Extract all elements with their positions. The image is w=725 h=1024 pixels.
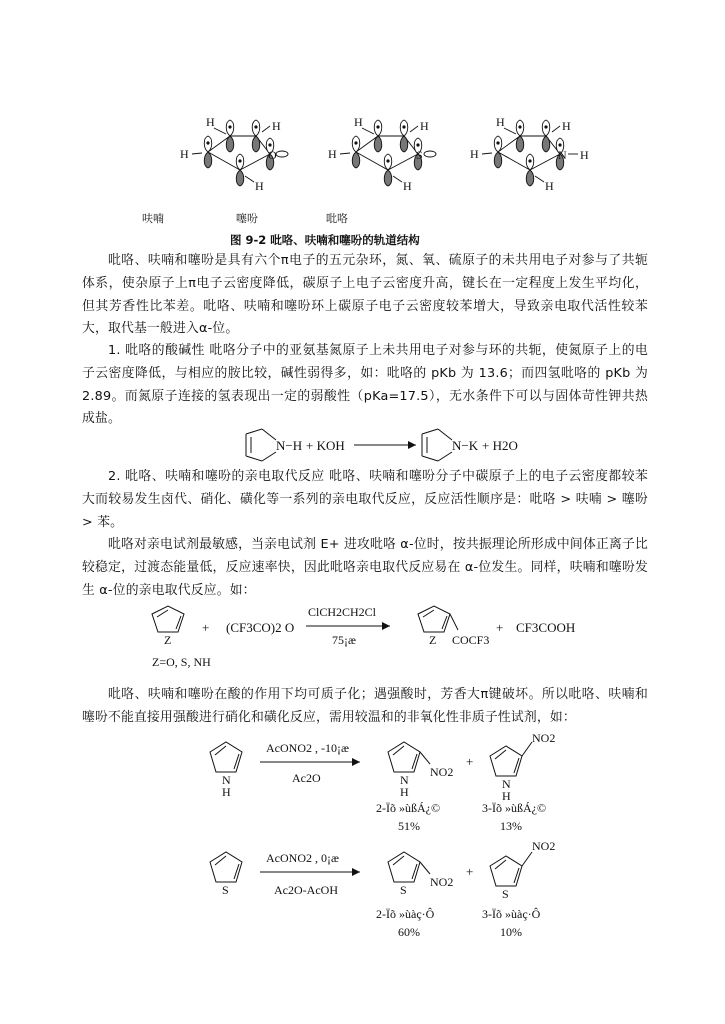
svg-text:(CF3CO)2 O: (CF3CO)2 O: [226, 620, 295, 635]
svg-text:ClCH2CH2Cl: ClCH2CH2Cl: [308, 605, 377, 619]
svg-text:S: S: [222, 883, 229, 897]
svg-text:H: H: [470, 147, 479, 161]
svg-text:H: H: [400, 785, 409, 799]
svg-text:NO2: NO2: [430, 875, 454, 889]
label-furan: 呋喃: [142, 212, 164, 225]
svg-text:60%: 60%: [398, 925, 420, 939]
svg-text:75¡æ: 75¡æ: [332, 633, 356, 647]
svg-text:H: H: [545, 179, 554, 193]
svg-text:+ KOH: + KOH: [306, 438, 345, 453]
svg-text:N−K: N−K: [452, 438, 479, 453]
svg-text:+: +: [202, 620, 210, 635]
svg-text:Z: Z: [164, 633, 172, 647]
furan-orbital-diagram: [180, 115, 288, 193]
svg-text:+ H2O: + H2O: [482, 438, 518, 453]
reaction-acylation: [140, 600, 600, 672]
svg-text:NO2: NO2: [532, 839, 556, 853]
svg-text:H: H: [255, 179, 264, 193]
orbital-structure-figure: [170, 108, 610, 198]
svg-text:3-Ïõ »ùßÁ¿©: 3-Ïõ »ùßÁ¿©: [482, 801, 547, 815]
svg-text:S: S: [400, 883, 407, 897]
svg-text:H: H: [180, 147, 189, 161]
svg-text:COCF3: COCF3: [452, 633, 490, 647]
thiophene-orbital-diagram: [328, 115, 436, 193]
svg-text:H: H: [354, 115, 363, 129]
paragraph-aromaticity: 吡咯、呋喃和噻吩是具有六个π电子的五元杂环，氮、氧、硫原子的未共用电子对参与了共轭体系，使杂原子上π电子云密度降低，碳原子上电子云密度升高，键长在一定程度上发生平均化，但其芳香性比苯差。吡咯、呋喃和噻吩环上碳原子电子云密度较苯增大，导致亲电取代活性较苯大，取代基一般进入α-位。: [82, 253, 648, 337]
paragraph-electrophilic-substitution: 2. 吡咯、呋喃和噻吩的亲电取代反应 吡咯、呋喃和噻吩分子中碳原子上的电子云密度都较苯大而较易发生卤代、硝化、磺化等一系列的亲电取代反应，反应活性顺序是：吡咯 > 呋喃 > 噻吩 > 苯。: [82, 469, 648, 530]
pyrrole-orbital-diagram: [470, 115, 589, 193]
svg-text:51%: 51%: [398, 819, 420, 833]
svg-text:H: H: [496, 115, 505, 129]
label-thiophene: 噻吩: [236, 212, 258, 225]
svg-text:N: N: [222, 773, 231, 787]
svg-text:Z=O, S, NH: Z=O, S, NH: [152, 655, 211, 669]
svg-text:H: H: [562, 119, 571, 133]
svg-text:H: H: [222, 785, 231, 799]
svg-text:CF3COOH: CF3COOH: [516, 620, 576, 635]
svg-text:NO2: NO2: [430, 765, 454, 779]
svg-text:2-Ïõ »ùàç·Ô: 2-Ïõ »ùàç·Ô: [376, 907, 435, 921]
svg-text:H: H: [272, 119, 281, 133]
paragraph-acidity-basicity: 1. 吡咯的酸碱性 吡咯分子中的亚氨基氮原子上未共用电子对参与环的共轭，使氮原子上的电子云密度降低，与相应的胺比较，碱性弱得多，如：吡咯的 pKb 为 13.6；而四氢吡咯的 pKb 为 2.89。而氮原子连接的氢表现出一定的弱酸性（pKa=17.5），无水条件下可以与固体苛性钾共热成盐。: [82, 343, 648, 427]
svg-text:H: H: [403, 179, 412, 193]
svg-text:10%: 10%: [500, 925, 522, 939]
svg-text:+: +: [496, 620, 504, 635]
svg-text:S: S: [416, 148, 423, 162]
svg-text:AcONO2 , 0¡æ: AcONO2 , 0¡æ: [266, 851, 339, 865]
svg-text:+: +: [466, 754, 474, 769]
svg-text:NO2: NO2: [532, 731, 556, 745]
svg-text:H: H: [206, 115, 215, 129]
svg-text:N: N: [400, 773, 409, 787]
svg-text:AcONO2 , -10¡æ: AcONO2 , -10¡æ: [266, 741, 349, 755]
svg-text:H: H: [420, 119, 429, 133]
figure-caption: 图 9-2 吡咯、呋喃和噻吩的轨道结构: [230, 233, 420, 247]
svg-text:N: N: [558, 148, 567, 162]
svg-text:H: H: [580, 148, 589, 162]
svg-text:13%: 13%: [500, 819, 522, 833]
svg-text:2-Ïõ »ùßÁ¿©: 2-Ïõ »ùßÁ¿©: [376, 801, 441, 815]
label-pyrrole: 吡咯: [326, 212, 348, 225]
paragraph-alpha-position: 吡咯对亲电试剂最敏感，当亲电试剂 E+ 进攻吡咯 α-位时，按共振理论所形成中间体正离子比较稳定，过渡态能量低，反应速率快，因此吡咯亲电取代反应易在 α-位发生。同样，呋喃和噻吩发生 α-位的亲电取代反应。如：: [82, 537, 648, 598]
svg-text:Z: Z: [429, 633, 437, 647]
reaction-pyrrole-nitration: [200, 730, 580, 836]
reaction-pyrrole-koh: [236, 428, 536, 464]
svg-text:S: S: [502, 887, 509, 901]
svg-text:H: H: [502, 789, 511, 803]
svg-text:Ac2O-AcOH: Ac2O-AcOH: [274, 883, 338, 897]
svg-text:+: +: [466, 864, 474, 879]
svg-text:3-Ïõ »ùàç·Ô: 3-Ïõ »ùàç·Ô: [482, 907, 541, 921]
svg-text:N: N: [502, 777, 511, 791]
paragraph-nitration: 吡咯、呋喃和噻吩在酸的作用下均可质子化；遇强酸时，芳香大π键破坏。所以吡咯、呋喃和噻吩不能直接用强酸进行硝化和磺化反应，需用较温和的非氧化性非质子性试剂，如：: [82, 687, 648, 725]
svg-text:Ac2O: Ac2O: [292, 771, 321, 785]
reaction-thiophene-nitration: [200, 838, 580, 944]
svg-text:N−H: N−H: [276, 438, 303, 453]
svg-text:H: H: [328, 147, 337, 161]
svg-text:O: O: [268, 148, 277, 162]
